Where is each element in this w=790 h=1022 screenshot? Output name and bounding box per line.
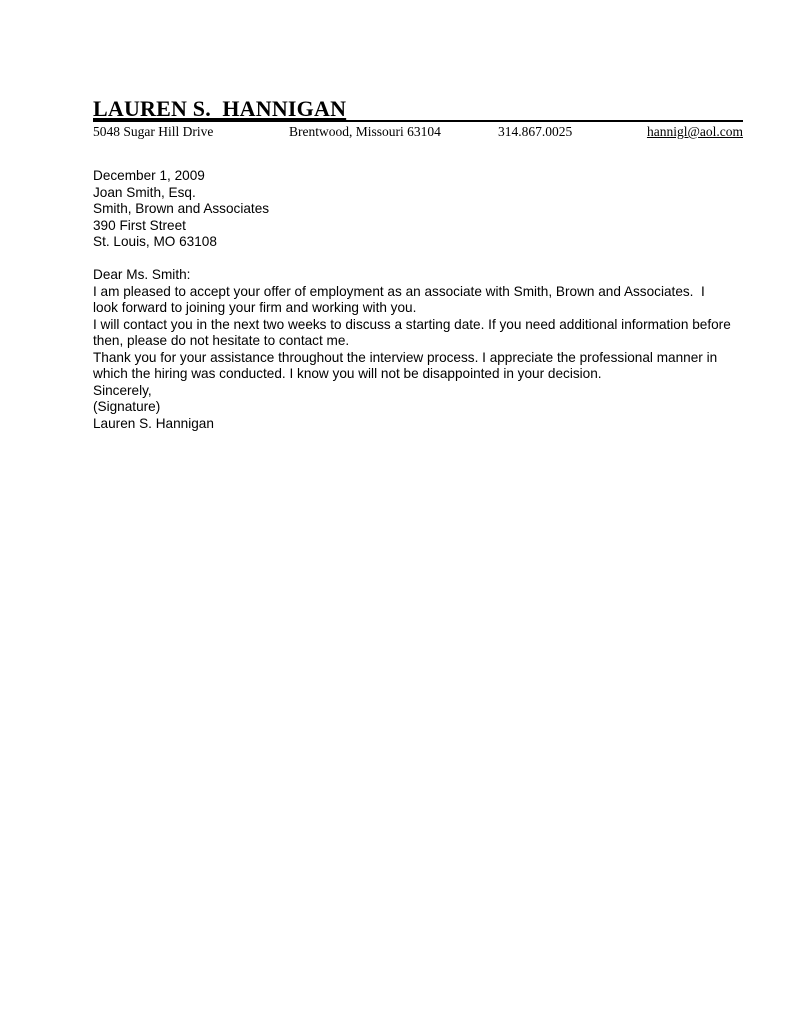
signer-name: Lauren S. Hannigan [93,415,214,431]
letterhead-name-row [93,94,743,122]
recipient-street: 390 First Street [93,217,186,233]
sender-city: Brentwood, Missouri 63104 [289,124,441,139]
sender-street: 5048 Sugar Hill Drive [93,124,214,139]
sender-phone: 314.867.0025 [498,124,573,139]
signature-placeholder: (Signature) [93,399,161,414]
sender-name: LAUREN S. HANNIGAN [93,96,347,121]
letter-date: December 1, 2009 [93,168,205,183]
sender-email[interactable]: hannigl@aol.com [646,124,743,139]
salutation: Dear Ms. Smith: [93,267,191,282]
paragraph-contact: I will contact you in the next two weeks to discuss a starting date. If you need additional information before then, please do not hesitate to contact me. [93,316,731,348]
paragraph-acceptance: I am pleased to accept your offer of employment as an associate with Smith, Brown and Associates. I look forward to joining your firm and working with you. [93,283,709,315]
recipient-name: Joan Smith, Esq. [93,184,196,200]
recipient-city: St. Louis, MO 63108 [93,234,217,249]
paragraph-thanks: Thank you for your assistance throughout the interview process. I appreciate the professional manner in which the hiring was conducted. I know you will not be disappointed in your decision. [93,349,718,381]
contact-row [93,123,743,141]
letterhead [93,94,743,141]
recipient-firm: Smith, Brown and Associates [93,201,270,216]
recipient-block [93,185,733,251]
letter-body [93,168,733,432]
closing: Sincerely, [93,382,152,398]
